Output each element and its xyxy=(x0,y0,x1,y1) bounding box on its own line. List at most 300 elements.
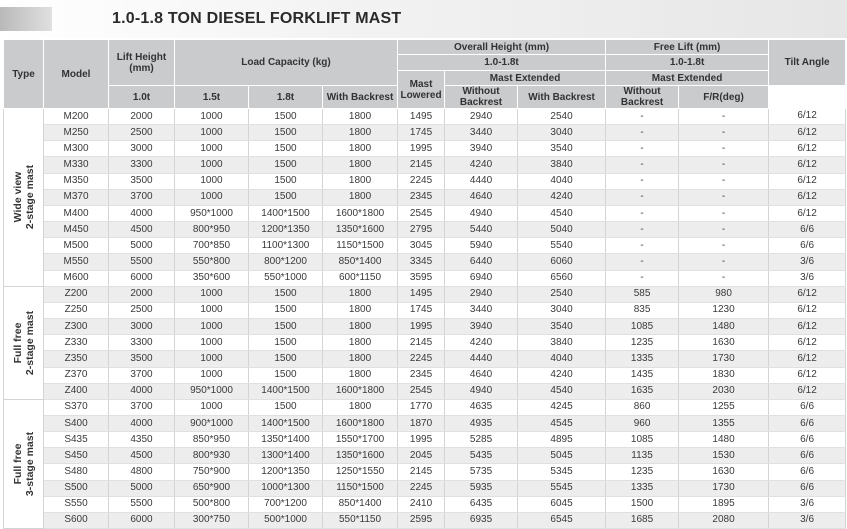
cell-cap-1-8t: 1800 xyxy=(323,286,398,302)
cell-fl-without-backrest: 1530 xyxy=(679,448,769,464)
cell-without-backrest: 2540 xyxy=(518,109,606,125)
cell-cap-1t: 800*930 xyxy=(175,448,249,464)
cell-without-backrest: 6060 xyxy=(518,254,606,270)
cell-fl-without-backrest: 1630 xyxy=(679,464,769,480)
cell-with-backrest: 4640 xyxy=(445,189,518,205)
header-model: Model xyxy=(44,40,109,109)
cell-lift-height: 4500 xyxy=(109,222,175,238)
header-with-backrest: With Backrest xyxy=(323,86,398,109)
cell-mast-lowered: 1745 xyxy=(398,125,445,141)
table-row xyxy=(4,367,846,383)
group-label-cell xyxy=(4,109,44,287)
table-row xyxy=(4,205,846,221)
cell-with-backrest: 4940 xyxy=(445,383,518,399)
group-label-line1: Full free xyxy=(11,322,24,364)
cell-lift-height: 3700 xyxy=(109,367,175,383)
page-title: 1.0-1.8 TON DIESEL FORKLIFT MAST xyxy=(112,10,402,27)
cell-tilt-angle: 6/12 xyxy=(769,335,846,351)
table-row xyxy=(4,254,846,270)
table-body xyxy=(4,109,846,529)
cell-fl-with-backrest: 1500 xyxy=(606,496,679,512)
cell-cap-1-5t: 1500 xyxy=(249,157,323,173)
cell-lift-height: 3500 xyxy=(109,173,175,189)
cell-cap-1-5t: 1100*1300 xyxy=(249,238,323,254)
cell-lift-height: 5000 xyxy=(109,480,175,496)
cell-model: S370 xyxy=(44,399,109,415)
cell-tilt-angle: 6/12 xyxy=(769,157,846,173)
title-bar xyxy=(0,0,847,38)
cell-tilt-angle: 3/6 xyxy=(769,512,846,528)
cell-with-backrest: 3940 xyxy=(445,319,518,335)
cell-fl-without-backrest: 1355 xyxy=(679,415,769,431)
cell-cap-1t: 650*900 xyxy=(175,480,249,496)
cell-fl-with-backrest: 1685 xyxy=(606,512,679,528)
cell-without-backrest: 3040 xyxy=(518,302,606,318)
cell-model: M400 xyxy=(44,205,109,221)
group-label-line1: Wide view xyxy=(11,172,24,223)
header-mast-extended: Mast Extended xyxy=(445,71,606,86)
cell-cap-1-8t: 1350*1600 xyxy=(323,222,398,238)
cell-fl-with-backrest: - xyxy=(606,173,679,189)
cell-lift-height: 3700 xyxy=(109,189,175,205)
cell-cap-1t: 1000 xyxy=(175,173,249,189)
cell-model: M450 xyxy=(44,222,109,238)
cell-tilt-angle: 6/12 xyxy=(769,141,846,157)
cell-with-backrest: 5435 xyxy=(445,448,518,464)
cell-fl-without-backrest: - xyxy=(679,125,769,141)
cell-without-backrest: 5545 xyxy=(518,480,606,496)
cell-tilt-angle: 6/6 xyxy=(769,448,846,464)
cell-with-backrest: 5440 xyxy=(445,222,518,238)
cell-cap-1-8t: 1150*1500 xyxy=(323,480,398,496)
cell-cap-1-5t: 1200*1350 xyxy=(249,222,323,238)
cell-without-backrest: 3540 xyxy=(518,319,606,335)
table-row xyxy=(4,432,846,448)
group-label-line2: 2-stage mast xyxy=(23,165,36,230)
cell-cap-1t: 1000 xyxy=(175,157,249,173)
header-cap-1: 1.0t xyxy=(109,86,175,109)
cell-tilt-angle: 6/6 xyxy=(769,222,846,238)
cell-cap-1-5t: 500*1000 xyxy=(249,512,323,528)
group-label xyxy=(12,165,36,229)
cell-tilt-angle: 6/12 xyxy=(769,109,846,125)
table-row xyxy=(4,238,846,254)
cell-fl-without-backrest: 1730 xyxy=(679,351,769,367)
cell-fl-with-backrest: 1435 xyxy=(606,367,679,383)
cell-cap-1-8t: 1800 xyxy=(323,367,398,383)
cell-model: Z330 xyxy=(44,335,109,351)
cell-model: M250 xyxy=(44,125,109,141)
header-tilt-fr: F/R(deg) xyxy=(679,86,769,109)
cell-with-backrest: 4240 xyxy=(445,157,518,173)
cell-cap-1-8t: 550*1150 xyxy=(323,512,398,528)
cell-fl-without-backrest: 1730 xyxy=(679,480,769,496)
cell-mast-lowered: 2545 xyxy=(398,205,445,221)
table-row xyxy=(4,480,846,496)
cell-model: M370 xyxy=(44,189,109,205)
header-overall-height: Overall Height (mm) xyxy=(398,40,606,55)
cell-with-backrest: 3440 xyxy=(445,302,518,318)
cell-cap-1-8t: 1800 xyxy=(323,302,398,318)
cell-model: S480 xyxy=(44,464,109,480)
header-overall-range: 1.0-1.8t xyxy=(398,55,606,71)
cell-with-backrest: 4940 xyxy=(445,205,518,221)
cell-fl-without-backrest: - xyxy=(679,109,769,125)
header-lift-height: Lift Height (mm) xyxy=(109,40,175,86)
cell-model: M200 xyxy=(44,109,109,125)
cell-model: S600 xyxy=(44,512,109,528)
cell-without-backrest: 4540 xyxy=(518,205,606,221)
cell-without-backrest: 4240 xyxy=(518,189,606,205)
cell-mast-lowered: 3595 xyxy=(398,270,445,286)
cell-cap-1-5t: 1500 xyxy=(249,189,323,205)
table-row xyxy=(4,270,846,286)
header-cap-3: 1.8t xyxy=(249,86,323,109)
cell-mast-lowered: 2795 xyxy=(398,222,445,238)
cell-without-backrest: 5040 xyxy=(518,222,606,238)
cell-tilt-angle: 6/6 xyxy=(769,415,846,431)
cell-cap-1-8t: 1800 xyxy=(323,109,398,125)
cell-without-backrest: 4545 xyxy=(518,415,606,431)
cell-lift-height: 5500 xyxy=(109,254,175,270)
cell-with-backrest: 6435 xyxy=(445,496,518,512)
cell-cap-1-5t: 1500 xyxy=(249,141,323,157)
cell-tilt-angle: 6/12 xyxy=(769,351,846,367)
cell-fl-without-backrest: - xyxy=(679,222,769,238)
cell-fl-with-backrest: - xyxy=(606,205,679,221)
cell-mast-lowered: 2410 xyxy=(398,496,445,512)
cell-mast-lowered: 2595 xyxy=(398,512,445,528)
table-row xyxy=(4,189,846,205)
cell-cap-1-5t: 1500 xyxy=(249,302,323,318)
table-row xyxy=(4,173,846,189)
header-tilt-angle: Tilt Angle xyxy=(769,40,846,86)
cell-fl-with-backrest: - xyxy=(606,270,679,286)
cell-mast-lowered: 2545 xyxy=(398,383,445,399)
cell-model: S500 xyxy=(44,480,109,496)
cell-tilt-angle: 6/12 xyxy=(769,173,846,189)
mast-spec-table xyxy=(3,39,846,529)
cell-cap-1-5t: 1300*1400 xyxy=(249,448,323,464)
cell-lift-height: 3500 xyxy=(109,351,175,367)
cell-with-backrest: 2940 xyxy=(445,286,518,302)
cell-cap-1t: 700*850 xyxy=(175,238,249,254)
cell-fl-with-backrest: 1085 xyxy=(606,432,679,448)
table-row xyxy=(4,464,846,480)
cell-fl-without-backrest: 1480 xyxy=(679,319,769,335)
cell-fl-with-backrest: 1235 xyxy=(606,464,679,480)
cell-without-backrest: 4040 xyxy=(518,173,606,189)
cell-fl-with-backrest: 1135 xyxy=(606,448,679,464)
cell-fl-with-backrest: - xyxy=(606,222,679,238)
cell-tilt-angle: 6/12 xyxy=(769,125,846,141)
cell-lift-height: 3300 xyxy=(109,157,175,173)
cell-fl-with-backrest: - xyxy=(606,189,679,205)
cell-tilt-angle: 6/12 xyxy=(769,205,846,221)
cell-cap-1t: 950*1000 xyxy=(175,205,249,221)
cell-with-backrest: 4440 xyxy=(445,173,518,189)
cell-model: M600 xyxy=(44,270,109,286)
cell-cap-1-5t: 1400*1500 xyxy=(249,415,323,431)
table-row xyxy=(4,109,846,125)
table-row xyxy=(4,335,846,351)
cell-tilt-angle: 6/12 xyxy=(769,383,846,399)
cell-fl-without-backrest: 1230 xyxy=(679,302,769,318)
cell-cap-1-8t: 1250*1550 xyxy=(323,464,398,480)
cell-model: S435 xyxy=(44,432,109,448)
cell-with-backrest: 3440 xyxy=(445,125,518,141)
cell-mast-lowered: 1770 xyxy=(398,399,445,415)
cell-cap-1-5t: 1400*1500 xyxy=(249,205,323,221)
cell-cap-1-5t: 1500 xyxy=(249,319,323,335)
cell-lift-height: 4800 xyxy=(109,464,175,480)
cell-cap-1-8t: 850*1400 xyxy=(323,496,398,512)
cell-mast-lowered: 3045 xyxy=(398,238,445,254)
cell-cap-1t: 850*950 xyxy=(175,432,249,448)
cell-cap-1-8t: 1600*1800 xyxy=(323,205,398,221)
cell-cap-1-8t: 1800 xyxy=(323,189,398,205)
cell-with-backrest: 4240 xyxy=(445,335,518,351)
cell-tilt-angle: 6/6 xyxy=(769,238,846,254)
cell-cap-1t: 350*600 xyxy=(175,270,249,286)
cell-mast-lowered: 2045 xyxy=(398,448,445,464)
cell-cap-1-5t: 550*1000 xyxy=(249,270,323,286)
cell-lift-height: 3000 xyxy=(109,141,175,157)
cell-cap-1-5t: 1500 xyxy=(249,367,323,383)
cell-fl-with-backrest: 585 xyxy=(606,286,679,302)
cell-fl-with-backrest: 1085 xyxy=(606,319,679,335)
cell-fl-with-backrest: 1635 xyxy=(606,383,679,399)
cell-cap-1t: 1000 xyxy=(175,319,249,335)
cell-fl-with-backrest: 1335 xyxy=(606,351,679,367)
cell-without-backrest: 3040 xyxy=(518,125,606,141)
header-fl-without-backrest: Without Backrest xyxy=(606,86,679,109)
cell-model: M330 xyxy=(44,157,109,173)
cell-fl-without-backrest: 980 xyxy=(679,286,769,302)
cell-cap-1-8t: 600*1150 xyxy=(323,270,398,286)
cell-fl-with-backrest: 1335 xyxy=(606,480,679,496)
cell-fl-without-backrest: - xyxy=(679,189,769,205)
cell-tilt-angle: 3/6 xyxy=(769,496,846,512)
cell-fl-without-backrest: - xyxy=(679,173,769,189)
cell-lift-height: 5500 xyxy=(109,496,175,512)
cell-with-backrest: 5940 xyxy=(445,238,518,254)
cell-tilt-angle: 6/12 xyxy=(769,302,846,318)
cell-without-backrest: 3540 xyxy=(518,141,606,157)
cell-fl-with-backrest: 1235 xyxy=(606,335,679,351)
cell-mast-lowered: 2345 xyxy=(398,367,445,383)
cell-cap-1-5t: 1500 xyxy=(249,109,323,125)
table-row xyxy=(4,157,846,173)
cell-lift-height: 3000 xyxy=(109,319,175,335)
cell-cap-1-8t: 1800 xyxy=(323,399,398,415)
header-fl-mast-extended: Mast Extended xyxy=(606,71,769,86)
table-row xyxy=(4,125,846,141)
cell-cap-1-8t: 1800 xyxy=(323,125,398,141)
cell-mast-lowered: 2345 xyxy=(398,189,445,205)
cell-fl-with-backrest: 835 xyxy=(606,302,679,318)
cell-cap-1-5t: 1500 xyxy=(249,286,323,302)
cell-tilt-angle: 6/6 xyxy=(769,399,846,415)
cell-fl-with-backrest: - xyxy=(606,109,679,125)
cell-tilt-angle: 3/6 xyxy=(769,254,846,270)
cell-fl-without-backrest: 1255 xyxy=(679,399,769,415)
cell-mast-lowered: 1995 xyxy=(398,432,445,448)
cell-cap-1t: 1000 xyxy=(175,335,249,351)
group-label-line2: 2-stage mast xyxy=(23,310,36,375)
cell-without-backrest: 6545 xyxy=(518,512,606,528)
cell-fl-without-backrest: 1630 xyxy=(679,335,769,351)
cell-mast-lowered: 3345 xyxy=(398,254,445,270)
header-free-range: 1.0-1.8t xyxy=(606,55,769,71)
cell-fl-without-backrest: - xyxy=(679,205,769,221)
cell-without-backrest: 4245 xyxy=(518,399,606,415)
table-row xyxy=(4,302,846,318)
cell-mast-lowered: 2145 xyxy=(398,335,445,351)
group-label-line1: Full free xyxy=(11,443,24,485)
cell-model: M550 xyxy=(44,254,109,270)
cell-with-backrest: 6935 xyxy=(445,512,518,528)
cell-lift-height: 2500 xyxy=(109,302,175,318)
cell-cap-1t: 1000 xyxy=(175,286,249,302)
cell-cap-1t: 800*950 xyxy=(175,222,249,238)
cell-with-backrest: 5285 xyxy=(445,432,518,448)
cell-lift-height: 6000 xyxy=(109,270,175,286)
cell-cap-1-8t: 1800 xyxy=(323,319,398,335)
cell-tilt-angle: 6/6 xyxy=(769,464,846,480)
group-label-cell xyxy=(4,399,44,528)
cell-mast-lowered: 1995 xyxy=(398,141,445,157)
cell-cap-1-8t: 1800 xyxy=(323,351,398,367)
table-row xyxy=(4,351,846,367)
cell-lift-height: 3300 xyxy=(109,335,175,351)
cell-cap-1-5t: 1500 xyxy=(249,399,323,415)
cell-fl-with-backrest: - xyxy=(606,254,679,270)
group-label-cell xyxy=(4,286,44,399)
cell-cap-1t: 550*800 xyxy=(175,254,249,270)
cell-fl-with-backrest: 960 xyxy=(606,415,679,431)
cell-with-backrest: 4935 xyxy=(445,415,518,431)
cell-tilt-angle: 6/12 xyxy=(769,319,846,335)
cell-cap-1-5t: 1000*1300 xyxy=(249,480,323,496)
cell-lift-height: 4000 xyxy=(109,383,175,399)
group-label xyxy=(12,432,36,496)
cell-cap-1t: 1000 xyxy=(175,399,249,415)
table-row xyxy=(4,496,846,512)
cell-cap-1t: 750*900 xyxy=(175,464,249,480)
cell-cap-1-8t: 1350*1600 xyxy=(323,448,398,464)
group-label xyxy=(12,311,36,375)
cell-lift-height: 4000 xyxy=(109,205,175,221)
cell-cap-1t: 1000 xyxy=(175,189,249,205)
cell-model: Z300 xyxy=(44,319,109,335)
header-without-backrest: Without Backrest xyxy=(445,86,518,109)
cell-without-backrest: 4040 xyxy=(518,351,606,367)
cell-fl-with-backrest: - xyxy=(606,157,679,173)
cell-cap-1t: 1000 xyxy=(175,141,249,157)
cell-without-backrest: 3840 xyxy=(518,335,606,351)
cell-fl-with-backrest: - xyxy=(606,125,679,141)
cell-model: S550 xyxy=(44,496,109,512)
header-cap-2: 1.5t xyxy=(175,86,249,109)
cell-cap-1t: 950*1000 xyxy=(175,383,249,399)
cell-cap-1t: 1000 xyxy=(175,351,249,367)
cell-model: M500 xyxy=(44,238,109,254)
header-free-lift: Free Lift (mm) xyxy=(606,40,769,55)
cell-without-backrest: 5045 xyxy=(518,448,606,464)
cell-model: Z350 xyxy=(44,351,109,367)
cell-model: Z200 xyxy=(44,286,109,302)
cell-lift-height: 5000 xyxy=(109,238,175,254)
cell-tilt-angle: 6/12 xyxy=(769,189,846,205)
cell-fl-with-backrest: 860 xyxy=(606,399,679,415)
cell-lift-height: 2500 xyxy=(109,125,175,141)
cell-mast-lowered: 1870 xyxy=(398,415,445,431)
cell-cap-1-5t: 800*1200 xyxy=(249,254,323,270)
cell-without-backrest: 5345 xyxy=(518,464,606,480)
cell-without-backrest: 4895 xyxy=(518,432,606,448)
group-label-line2: 3-stage mast xyxy=(23,431,36,497)
cell-lift-height: 4500 xyxy=(109,448,175,464)
table-row xyxy=(4,415,846,431)
cell-tilt-angle: 6/12 xyxy=(769,367,846,383)
cell-lift-height: 2000 xyxy=(109,109,175,125)
cell-cap-1-5t: 1500 xyxy=(249,173,323,189)
cell-cap-1-5t: 1200*1350 xyxy=(249,464,323,480)
cell-mast-lowered: 2145 xyxy=(398,464,445,480)
cell-cap-1t: 1000 xyxy=(175,302,249,318)
table-row xyxy=(4,286,846,302)
table-row xyxy=(4,319,846,335)
cell-lift-height: 4350 xyxy=(109,432,175,448)
cell-tilt-angle: 6/12 xyxy=(769,286,846,302)
cell-fl-with-backrest: - xyxy=(606,141,679,157)
cell-cap-1-5t: 1500 xyxy=(249,351,323,367)
cell-mast-lowered: 1745 xyxy=(398,302,445,318)
cell-cap-1-8t: 1600*1800 xyxy=(323,383,398,399)
cell-model: M300 xyxy=(44,141,109,157)
cell-fl-without-backrest: - xyxy=(679,141,769,157)
cell-lift-height: 4000 xyxy=(109,415,175,431)
cell-model: S450 xyxy=(44,448,109,464)
table-row xyxy=(4,383,846,399)
cell-tilt-angle: 6/6 xyxy=(769,480,846,496)
cell-cap-1-8t: 850*1400 xyxy=(323,254,398,270)
header-mast-lowered: Mast Lowered xyxy=(398,71,445,109)
cell-without-backrest: 3840 xyxy=(518,157,606,173)
cell-model: Z250 xyxy=(44,302,109,318)
cell-fl-without-backrest: 1830 xyxy=(679,367,769,383)
cell-without-backrest: 4540 xyxy=(518,383,606,399)
cell-cap-1t: 1000 xyxy=(175,109,249,125)
cell-mast-lowered: 1495 xyxy=(398,109,445,125)
cell-cap-1-5t: 1350*1400 xyxy=(249,432,323,448)
cell-model: S400 xyxy=(44,415,109,431)
table-row xyxy=(4,399,846,415)
cell-with-backrest: 5935 xyxy=(445,480,518,496)
cell-cap-1-8t: 1800 xyxy=(323,157,398,173)
cell-with-backrest: 4635 xyxy=(445,399,518,415)
cell-cap-1-8t: 1800 xyxy=(323,173,398,189)
cell-cap-1-5t: 700*1200 xyxy=(249,496,323,512)
cell-lift-height: 6000 xyxy=(109,512,175,528)
header-type: Type xyxy=(4,40,44,109)
cell-without-backrest: 2540 xyxy=(518,286,606,302)
cell-cap-1t: 300*750 xyxy=(175,512,249,528)
cell-lift-height: 3700 xyxy=(109,399,175,415)
cell-cap-1-8t: 1550*1700 xyxy=(323,432,398,448)
cell-cap-1-5t: 1500 xyxy=(249,125,323,141)
